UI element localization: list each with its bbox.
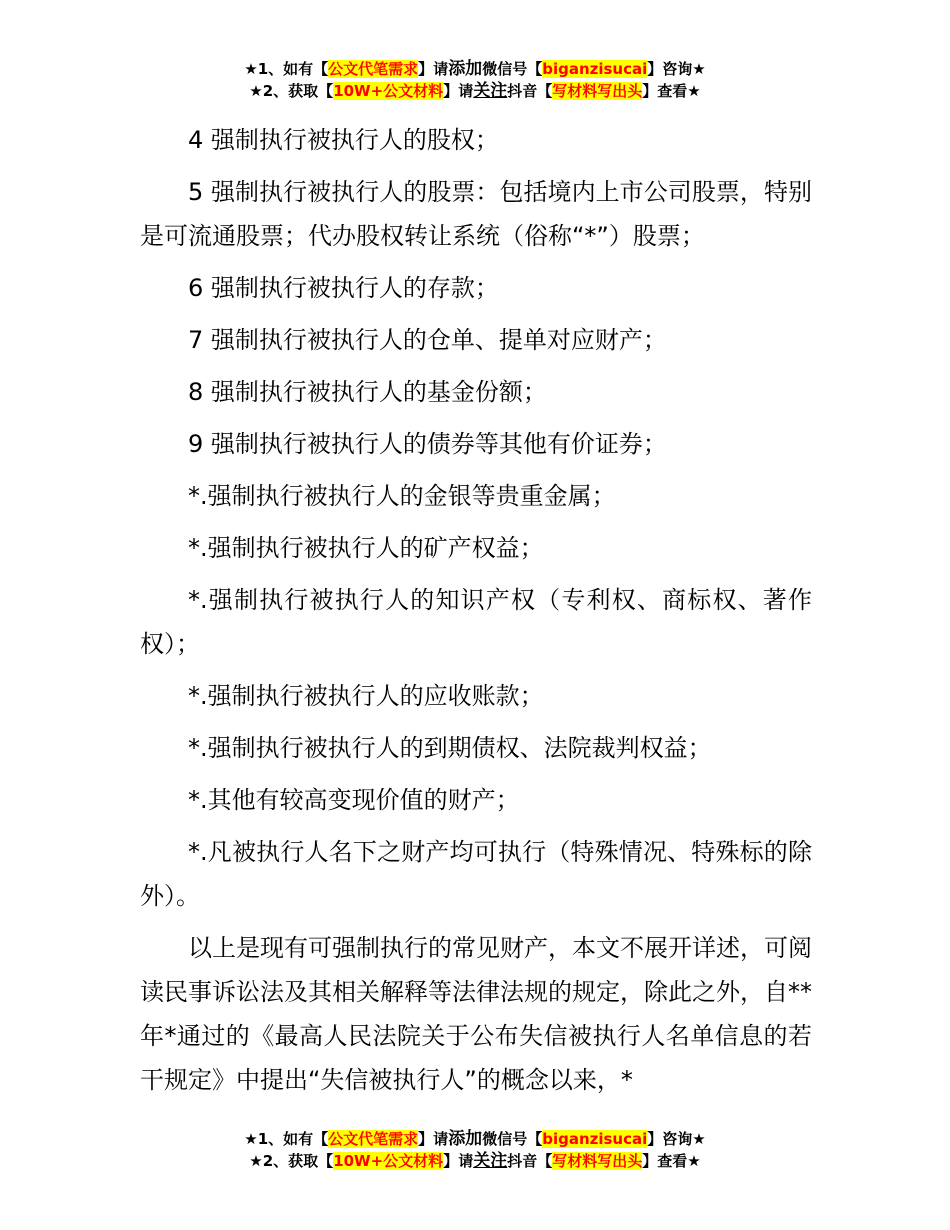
banner-emphasis: 添加	[448, 59, 483, 79]
banner-text: 】请	[418, 1130, 449, 1148]
banner-emphasis: 添加	[448, 1129, 483, 1149]
paragraph: *.凡被执行人名下之财产均可执行（特殊情况、特殊标的除外）。	[140, 838, 812, 910]
document-body	[140, 118, 812, 1110]
banner-text: 微信号【	[482, 60, 543, 78]
banner-text: ★1、如有【	[244, 60, 329, 78]
banner-highlight: biganzisucai	[542, 60, 648, 78]
banner-highlight: 10W+公文材料	[333, 1152, 444, 1170]
banner-highlight: 公文代笔需求	[328, 1130, 419, 1148]
banner-text: 】请	[443, 82, 474, 100]
banner-highlight: 公文代笔需求	[328, 60, 419, 78]
banner-text: 】请	[418, 60, 449, 78]
banner-text: 】咨询★	[647, 60, 706, 78]
banner-emphasis: 关注	[473, 81, 508, 101]
banner-highlight: 写材料写出头	[552, 82, 643, 100]
footer-banner	[0, 1128, 950, 1172]
paragraph: *.强制执行被执行人的到期债权、法院裁判权益；	[188, 734, 712, 762]
banner-text: 】咨询★	[647, 1130, 706, 1148]
header-banner	[0, 58, 950, 102]
paragraph: 4 强制执行被执行人的股权；	[188, 126, 499, 154]
banner-text: 微信号【	[482, 1130, 543, 1148]
paragraph: *.强制执行被执行人的金银等贵重金属；	[188, 482, 616, 510]
paragraph: 8 强制执行被执行人的基金份额；	[188, 378, 547, 406]
banner-text: ★2、获取【	[249, 82, 334, 100]
banner-text: 】查看★	[642, 1152, 701, 1170]
banner-line-1	[0, 58, 950, 80]
banner-text: 】查看★	[642, 82, 701, 100]
paragraph: 5 强制执行被执行人的股票：包括境内上市公司股票，特别是可流通股票；代办股权转让系统（俗称“*”）股票；	[140, 178, 812, 250]
paragraph: 7 强制执行被执行人的仓单、提单对应财产；	[188, 326, 667, 354]
banner-highlight: biganzisucai	[542, 1130, 648, 1148]
banner-highlight: 写材料写出头	[552, 1152, 643, 1170]
banner-highlight: 10W+公文材料	[333, 82, 444, 100]
paragraph: 6 强制执行被执行人的存款；	[188, 274, 499, 302]
banner-text: 抖音【	[507, 1152, 553, 1170]
paragraph: 9 强制执行被执行人的债券等其他有价证券；	[188, 430, 667, 458]
paragraph: *.强制执行被执行人的矿产权益；	[188, 534, 544, 562]
banner-line-1	[0, 1128, 950, 1150]
paragraph: *.其他有较高变现价值的财产；	[188, 786, 520, 814]
banner-text: ★2、获取【	[249, 1152, 334, 1170]
paragraph: *.强制执行被执行人的应收账款；	[188, 682, 544, 710]
paragraph: 以上是现有可强制执行的常见财产，本文不展开详述，可阅读民事诉讼法及其相关解释等法律法规的规定，除此之外，自**年*通过的《最高人民法院关于公布失信被执行人名单信息的若干规定》中提出“失信被执行人”的概念以来，*	[140, 934, 812, 1094]
banner-text: ★1、如有【	[244, 1130, 329, 1148]
banner-text: 抖音【	[507, 82, 553, 100]
banner-line-2	[0, 80, 950, 102]
banner-text: 】请	[443, 1152, 474, 1170]
banner-line-2	[0, 1150, 950, 1172]
banner-emphasis: 关注	[473, 1151, 508, 1171]
paragraph: *.强制执行被执行人的知识产权（专利权、商标权、著作权）；	[140, 586, 812, 658]
